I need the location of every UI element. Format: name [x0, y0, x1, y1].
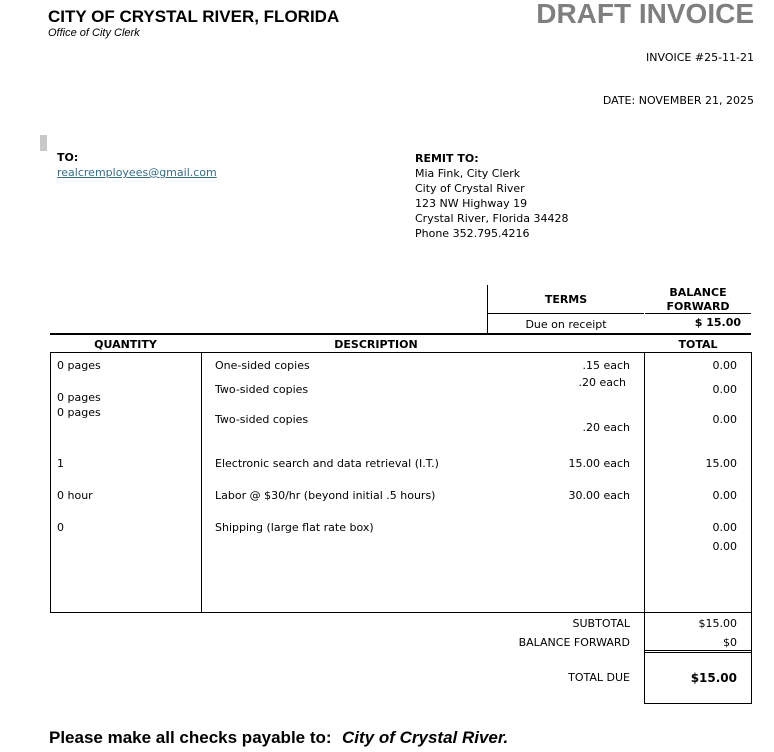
header-description: DESCRIPTION [334, 338, 418, 351]
invoice-number: INVOICE #25-11-21 [646, 51, 754, 64]
row-quantity: 1 [57, 457, 64, 470]
terms-label: TERMS [544, 293, 588, 306]
row-total: 15.00 [705, 457, 737, 470]
to-label: TO: [57, 151, 79, 164]
row-total: 0.00 [712, 540, 737, 553]
header-total: TOTAL [678, 338, 718, 351]
balance-forward-label: BALANCE FORWARD [666, 286, 730, 313]
payable-to-text: Please make all checks payable to: [49, 728, 332, 747]
row-quantity: 0 pages [57, 359, 101, 372]
payee-name: City of Crystal River. [342, 728, 509, 747]
invoice-date: DATE: NOVEMBER 21, 2025 [602, 94, 754, 107]
remit-line: City of Crystal River [415, 182, 525, 195]
row-total: 0.00 [712, 489, 737, 502]
row-description: Shipping (large flat rate box) [215, 521, 374, 534]
total-col-rule-3 [645, 652, 752, 653]
row-description: Labor @ $30/hr (beyond initial .5 hours) [215, 489, 436, 502]
table-top-rule [50, 333, 751, 335]
balance-forward-value: $ 15.00 [694, 316, 741, 329]
table-border-left [50, 352, 51, 612]
subtotal-label: SUBTOTAL [572, 617, 630, 630]
table-bottom-rule [50, 612, 645, 613]
remit-label: REMIT TO: [415, 152, 479, 165]
row-total: 0.00 [712, 521, 737, 534]
row-quantity: 0 pages [57, 406, 101, 419]
row-description: Two-sided copies [215, 413, 309, 426]
table-header-rule [50, 352, 751, 353]
row-quantity: 0 [57, 521, 64, 534]
row-unit-price: .15 each [582, 359, 630, 372]
row-unit-price: .20 each [582, 421, 630, 434]
remit-line: Phone 352.795.4216 [415, 227, 530, 240]
row-total: 0.00 [712, 413, 737, 426]
org-name: CITY OF CRYSTAL RIVER, FLORIDA [48, 7, 340, 26]
office-name: Office of City Clerk [48, 27, 140, 39]
total-col-rule-1 [645, 612, 752, 613]
subtotal-value: $15.00 [698, 617, 737, 630]
row-description: Two-sided copies [215, 383, 309, 396]
terms-border-mid [488, 313, 644, 314]
header-quantity: QUANTITY [94, 338, 157, 351]
row-unit-price: 30.00 each [568, 489, 630, 502]
row-quantity: 0 hour [57, 489, 93, 502]
total-due-label: TOTAL DUE [568, 671, 630, 684]
total-col-rule-2 [645, 650, 752, 651]
to-email-link[interactable]: realcremployees@gmail.com [57, 166, 217, 179]
document-title: DRAFT INVOICE [536, 0, 754, 29]
remit-line: Mia Fink, City Clerk [415, 167, 521, 180]
row-description: Electronic search and data retrieval (I.T.) [215, 457, 439, 470]
row-quantity: 0 pages [57, 391, 101, 404]
margin-marker [40, 135, 47, 151]
row-unit-price: 15.00 each [568, 457, 630, 470]
balance-forward-summary-label: BALANCE FORWARD [518, 636, 630, 649]
total-col-rule-4 [645, 703, 752, 704]
table-divider-qty [201, 352, 202, 612]
balance-forward-summary-value: $0 [723, 636, 737, 649]
remit-block [415, 151, 568, 241]
row-total: 0.00 [712, 359, 737, 372]
terms-value: Due on receipt [525, 318, 607, 331]
row-unit-price: .20 each [578, 376, 626, 389]
remit-line: 123 NW Highway 19 [415, 197, 528, 210]
row-description: One-sided copies [215, 359, 310, 372]
total-due-value: $15.00 [690, 671, 737, 685]
remit-line: Crystal River, Florida 34428 [415, 212, 569, 225]
row-total: 0.00 [712, 383, 737, 396]
